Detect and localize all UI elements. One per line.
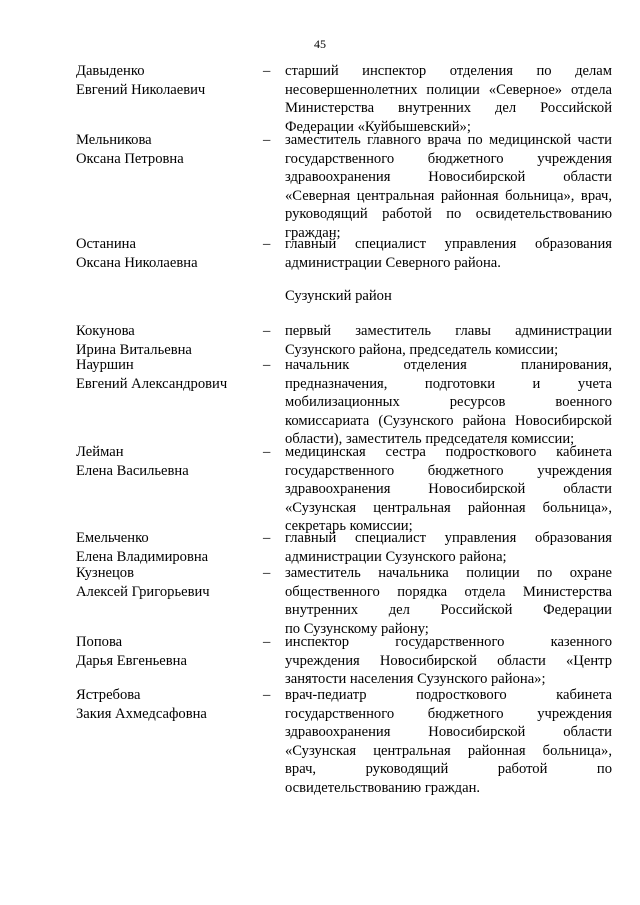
member-name-line: Ирина Витальевна	[76, 341, 192, 358]
member-name-line: Елена Владимировна	[76, 548, 209, 565]
member-name-line: Ястребова	[76, 687, 141, 703]
member-position	[285, 633, 612, 689]
member-name-line: Евгений Александрович	[76, 375, 228, 392]
member-position	[285, 322, 612, 359]
member-name-line: Науршин	[76, 357, 134, 373]
member-name-line: Лейман	[76, 444, 124, 460]
member-name-line: Оксана Петровна	[76, 150, 184, 167]
member-position-line: врач, руководящий работой по	[285, 761, 612, 777]
member-position-line: освидетельствованию граждан.	[285, 779, 481, 796]
member-name-line: Кузнецов	[76, 565, 134, 581]
dash-separator: –	[263, 687, 271, 703]
member-position-line: предназначения, подготовки и учета	[285, 375, 612, 392]
dash-separator: –	[263, 565, 271, 581]
member-position	[285, 131, 612, 242]
member-position-line: первый заместитель главы администрации	[285, 323, 612, 339]
member-position	[285, 356, 612, 449]
member-position-line: главный специалист управления образования	[285, 236, 612, 252]
member-name	[76, 131, 256, 168]
member-position-line: медицинская сестра подросткового кабинета	[285, 444, 612, 460]
dash-separator: –	[263, 63, 271, 79]
member-position-line: администрации Северного района.	[285, 254, 501, 271]
member-position-line: здравоохранения Новосибирской области	[285, 724, 612, 740]
member-name-line: Давыденко	[76, 63, 145, 79]
member-position-line: старший инспектор отделения по делам	[285, 63, 612, 79]
member-position-line: Сузунского района, председатель комиссии;	[285, 341, 559, 358]
member-name	[76, 529, 256, 566]
member-name	[76, 443, 256, 480]
member-position-line: главный специалист управления образования	[285, 530, 612, 546]
member-position-line: комиссариата (Сузунского района Новосибирской	[285, 412, 612, 429]
member-position-line: мобилизационных ресурсов военного	[285, 394, 612, 410]
member-position	[285, 235, 612, 272]
member-name-line: Мельникова	[76, 132, 152, 148]
member-position-line: заместитель главного врача по медицинской части	[285, 132, 612, 148]
dash-separator: –	[263, 530, 271, 546]
member-name	[76, 235, 256, 272]
member-name-line: Попова	[76, 634, 123, 650]
page-number: 45	[314, 37, 326, 51]
member-position	[285, 443, 612, 536]
member-name	[76, 686, 256, 723]
member-name-line: Алексей Григорьевич	[76, 583, 210, 600]
member-position-line: государственного бюджетного учреждения	[285, 462, 612, 479]
member-position-line: Министерства внутренних дел Российской	[285, 100, 612, 116]
member-position-line: руководящий работой по освидетельствованию	[285, 206, 612, 222]
member-position-line: Федерации «Куйбышевский»;	[285, 118, 471, 135]
member-position-line: «Сузунская центральная районная больница»,	[285, 499, 612, 516]
member-position-line: врач-педиатр подросткового кабинета	[285, 687, 612, 703]
member-position-line: здравоохранения Новосибирской области	[285, 169, 612, 185]
dash-separator: –	[263, 444, 271, 460]
member-position-line: «Северная центральная районная больница», врач,	[285, 187, 612, 204]
member-position	[285, 564, 612, 638]
section-heading: Сузунский район	[285, 288, 392, 304]
member-name	[76, 633, 256, 670]
member-position-line: секретарь комиссии;	[285, 518, 413, 534]
member-position-line: несовершеннолетних полиции «Северное» отдела	[285, 81, 612, 98]
member-name	[76, 564, 256, 601]
member-position-line: здравоохранения Новосибирской области	[285, 481, 612, 497]
member-position-line: учреждения Новосибирской области «Центр	[285, 652, 612, 669]
dash-separator: –	[263, 132, 271, 148]
member-position-line: государственного бюджетного учреждения	[285, 150, 612, 167]
member-name-line: Оксана Николаевна	[76, 254, 198, 271]
member-name-line: Евгений Николаевич	[76, 81, 206, 98]
member-position	[285, 62, 612, 136]
member-position-line: по Сузунскому району;	[285, 620, 429, 637]
member-position-line: администрации Сузунского района;	[285, 548, 507, 565]
member-position-line: граждан;	[285, 224, 341, 241]
member-position-line: общественного порядка отдела Министерства	[285, 583, 612, 600]
member-position-line: заместитель начальника полиции по охране	[285, 565, 612, 581]
member-position-line: «Сузунская центральная районная больница»,	[285, 742, 612, 759]
dash-separator: –	[263, 323, 271, 339]
member-name	[76, 322, 256, 359]
member-position	[285, 529, 612, 566]
member-name-line: Елена Васильевна	[76, 462, 189, 479]
member-position-line: занятости населения Сузунского района»;	[285, 671, 546, 687]
dash-separator: –	[263, 634, 271, 650]
member-name	[76, 356, 256, 393]
member-position-line: внутренних дел Российской Федерации	[285, 602, 612, 618]
dash-separator: –	[263, 357, 271, 373]
member-position-line: инспектор государственного казенного	[285, 634, 612, 650]
member-position-line: начальник отделения планирования,	[285, 357, 612, 373]
member-name-line: Закия Ахмедсафовна	[76, 705, 207, 722]
member-name-line: Дарья Евгеньевна	[76, 652, 187, 669]
member-name	[76, 62, 256, 99]
dash-separator: –	[263, 236, 271, 252]
member-position-line: области), заместитель председателя комиссии;	[285, 431, 575, 447]
member-name-line: Кокунова	[76, 323, 135, 339]
member-position	[285, 686, 612, 797]
member-position-line: государственного бюджетного учреждения	[285, 705, 612, 722]
member-name-line: Емельченко	[76, 530, 149, 546]
member-name-line: Останина	[76, 236, 136, 252]
